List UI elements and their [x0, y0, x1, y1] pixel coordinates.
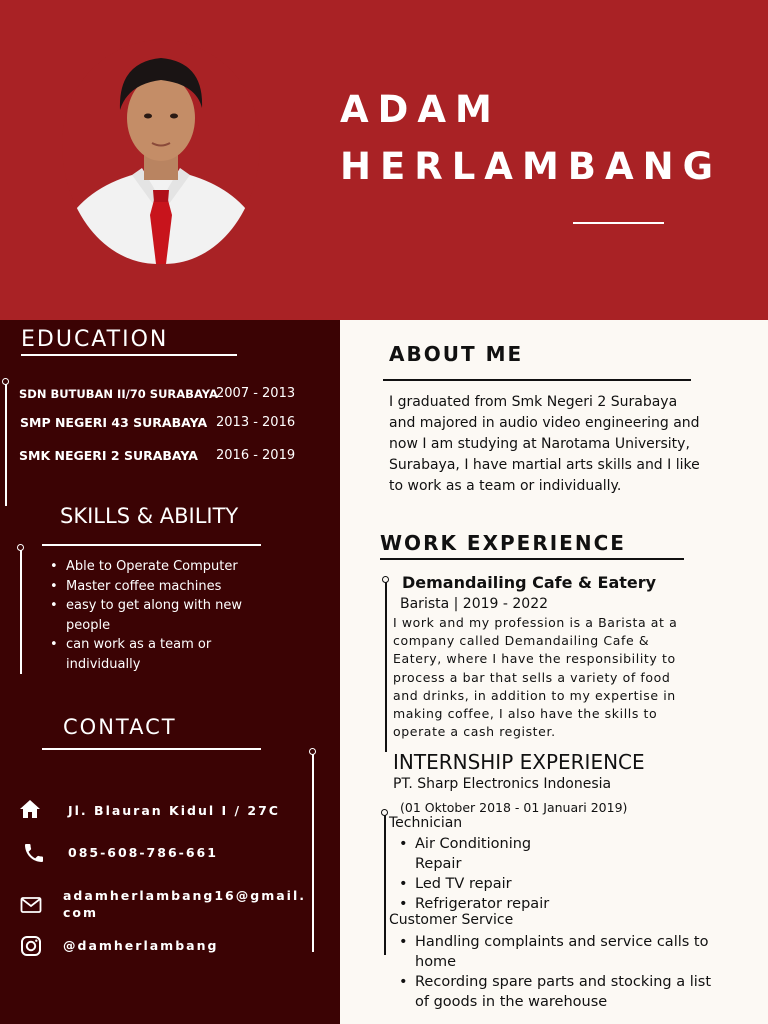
about-underline — [383, 379, 691, 381]
phone-icon — [22, 841, 46, 865]
contact-phone: 085-608-786-661 — [68, 845, 218, 860]
education-title: EDUCATION — [21, 327, 169, 352]
about-text: I graduated from Smk Negeri 2 Surabaya and majored in audio video engineering and now I am studying at Narotama University, Surabaya, I have martial arts skills and I like to work as a team or individually. — [389, 394, 700, 494]
technician-item: • Air Conditioning Repair — [389, 834, 569, 874]
skill-item: • easy to get along with new people — [44, 596, 264, 635]
first-name: ADAM — [340, 88, 501, 131]
work-timeline — [385, 582, 387, 752]
skills-underline — [42, 544, 261, 546]
mail-icon — [19, 893, 43, 917]
service-item: • Recording spare parts and stocking a list of goods in the warehouse — [389, 972, 719, 1012]
education-school: SMK NEGERI 2 SURABAYA — [19, 448, 198, 463]
internship-timeline — [384, 815, 386, 955]
work-company: Demandailing Cafe & Eatery — [402, 573, 657, 592]
contact-address: Jl. Blauran Kidul I / 27C — [68, 803, 280, 818]
technician-item: • Led TV repair — [389, 874, 569, 894]
contact-instagram: @damherlambang — [63, 938, 219, 953]
education-underline — [21, 354, 237, 356]
header-banner — [0, 0, 768, 320]
service-item: • Handling complaints and service calls to home — [389, 932, 719, 972]
profile-photo — [62, 40, 260, 264]
contact-timeline — [312, 754, 314, 952]
last-name: HERLAMBANG — [340, 145, 722, 188]
contact-email: adamherlambang16@gmail. — [63, 888, 306, 903]
work-title: WORK EXPERIENCE — [380, 531, 626, 555]
service-list — [389, 932, 719, 1012]
skills-title: SKILLS & ABILITY — [60, 504, 239, 528]
skills-timeline — [20, 550, 22, 674]
education-years: 2007 - 2013 — [216, 386, 296, 401]
name-underline — [573, 222, 664, 224]
work-underline — [380, 558, 684, 560]
internship-dates: (01 Oktober 2018 - 01 Januari 2019) — [400, 800, 628, 815]
education-school: SDN BUTUBAN II/70 SURABAYA — [19, 387, 218, 401]
skill-item: • Master coffee machines — [44, 577, 264, 597]
skill-item: • Able to Operate Computer — [44, 557, 264, 577]
instagram-icon — [19, 934, 43, 958]
education-timeline — [5, 384, 7, 506]
technician-label: Technician — [389, 815, 463, 831]
technician-list — [389, 834, 569, 914]
internship-title: INTERNSHIP EXPERIENCE — [393, 750, 645, 774]
skill-item: • can work as a team or individually — [44, 635, 264, 674]
about-title: ABOUT ME — [389, 342, 524, 366]
education-years: 2013 - 2016 — [216, 415, 296, 430]
sidebar — [0, 320, 340, 1024]
education-school: SMP NEGERI 43 SURABAYA — [20, 415, 208, 430]
contact-title: CONTACT — [63, 715, 177, 739]
work-description: I work and my profession is a Barista at a company called Demandailing Cafe & Eatery, where I have the responsibility to process a bar that sells a variety of food and drinks, in addition to my expertise in making coffee, I also have the skills to operate a cash register. — [393, 615, 678, 740]
contact-email-continued: com — [63, 905, 99, 920]
home-icon — [18, 797, 42, 821]
education-years: 2016 - 2019 — [216, 448, 296, 463]
main-content — [340, 320, 768, 1024]
technician-item: • Refrigerator repair — [389, 894, 569, 914]
service-label: Customer Service — [389, 912, 514, 928]
internship-company: PT. Sharp Electronics Indonesia — [393, 776, 612, 792]
work-role: Barista | 2019 - 2022 — [400, 596, 549, 612]
skills-list — [44, 557, 264, 674]
contact-underline — [42, 748, 261, 750]
